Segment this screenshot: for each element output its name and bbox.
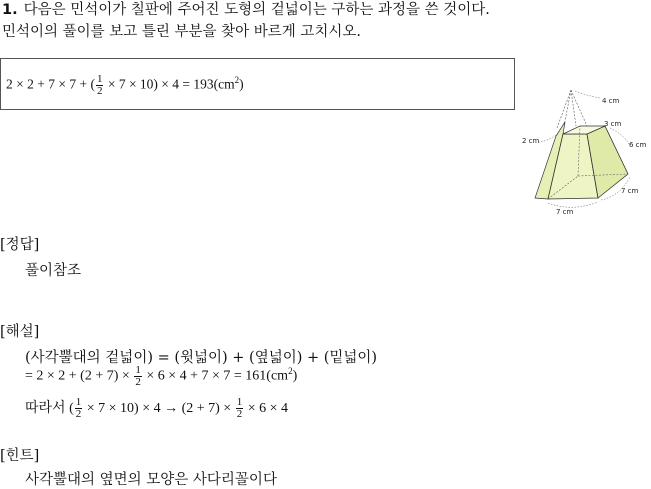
- student-work-expression: 2 × 2 + 7 × 7 + ( $\frac{1}{2}$ × $7 \times 10) \times 4 = 193(cm^2)$: [6, 73, 244, 97]
- explanation-line-2: = 2 × 2 + (2 + 7) × $\frac{1}{2}$ × $6 \times 4 + 7 \times 7 = 161(cm^2)$: [25, 364, 298, 388]
- fraction-half: $\frac{1}{2}$: [135, 364, 141, 388]
- label-right: 7 cm: [621, 187, 639, 195]
- fraction-half: $\frac{1}{2}$: [75, 396, 82, 421]
- hint-text: 사각뿔대의 옆면의 모양은 사다리꼴이다: [25, 472, 277, 488]
- question-text-1: 다음은 민석이가 칠판에 주어진 도형의 겉넓이는 구하는 과정을 쓴 것이다.: [23, 2, 490, 18]
- question-number: 1.: [2, 2, 18, 18]
- answer-heading: [정답]: [0, 237, 40, 253]
- explanation-line-3: 따라서 ( $\frac{1}{2}$ × 7 × 10) × 4 → (2 + 7) × $\frac{1}{2}$ × 6 × 4: [25, 396, 288, 421]
- frustum-figure: [520, 84, 651, 220]
- label-top: 4 cm: [602, 97, 620, 105]
- label-top-right: 3 cm: [604, 120, 622, 128]
- label-left: 2 cm: [522, 137, 540, 145]
- question-line-1: [2, 0, 490, 20]
- fraction-half: $\frac{1}{2}$: [236, 396, 243, 421]
- answer-text: 풀이참조: [25, 263, 82, 279]
- fraction-half: $\frac{1}{2}$: [96, 73, 103, 97]
- hint-heading: [힌트]: [0, 448, 40, 464]
- label-bottom: 7 cm: [556, 208, 574, 216]
- question-line-2: 민석이의 풀이를 보고 틀린 부분을 찾아 바르게 고치시오.: [2, 24, 362, 40]
- explanation-line-1: (사각뿔대의 겉넓이) = (윗넓이) + (옆넓이) + (밑넓이): [25, 350, 378, 366]
- apex-dashed-lines: [557, 90, 587, 128]
- label-slant: 6 cm: [629, 141, 647, 149]
- explanation-heading: [해설]: [0, 324, 40, 340]
- student-work-box: [0, 58, 515, 110]
